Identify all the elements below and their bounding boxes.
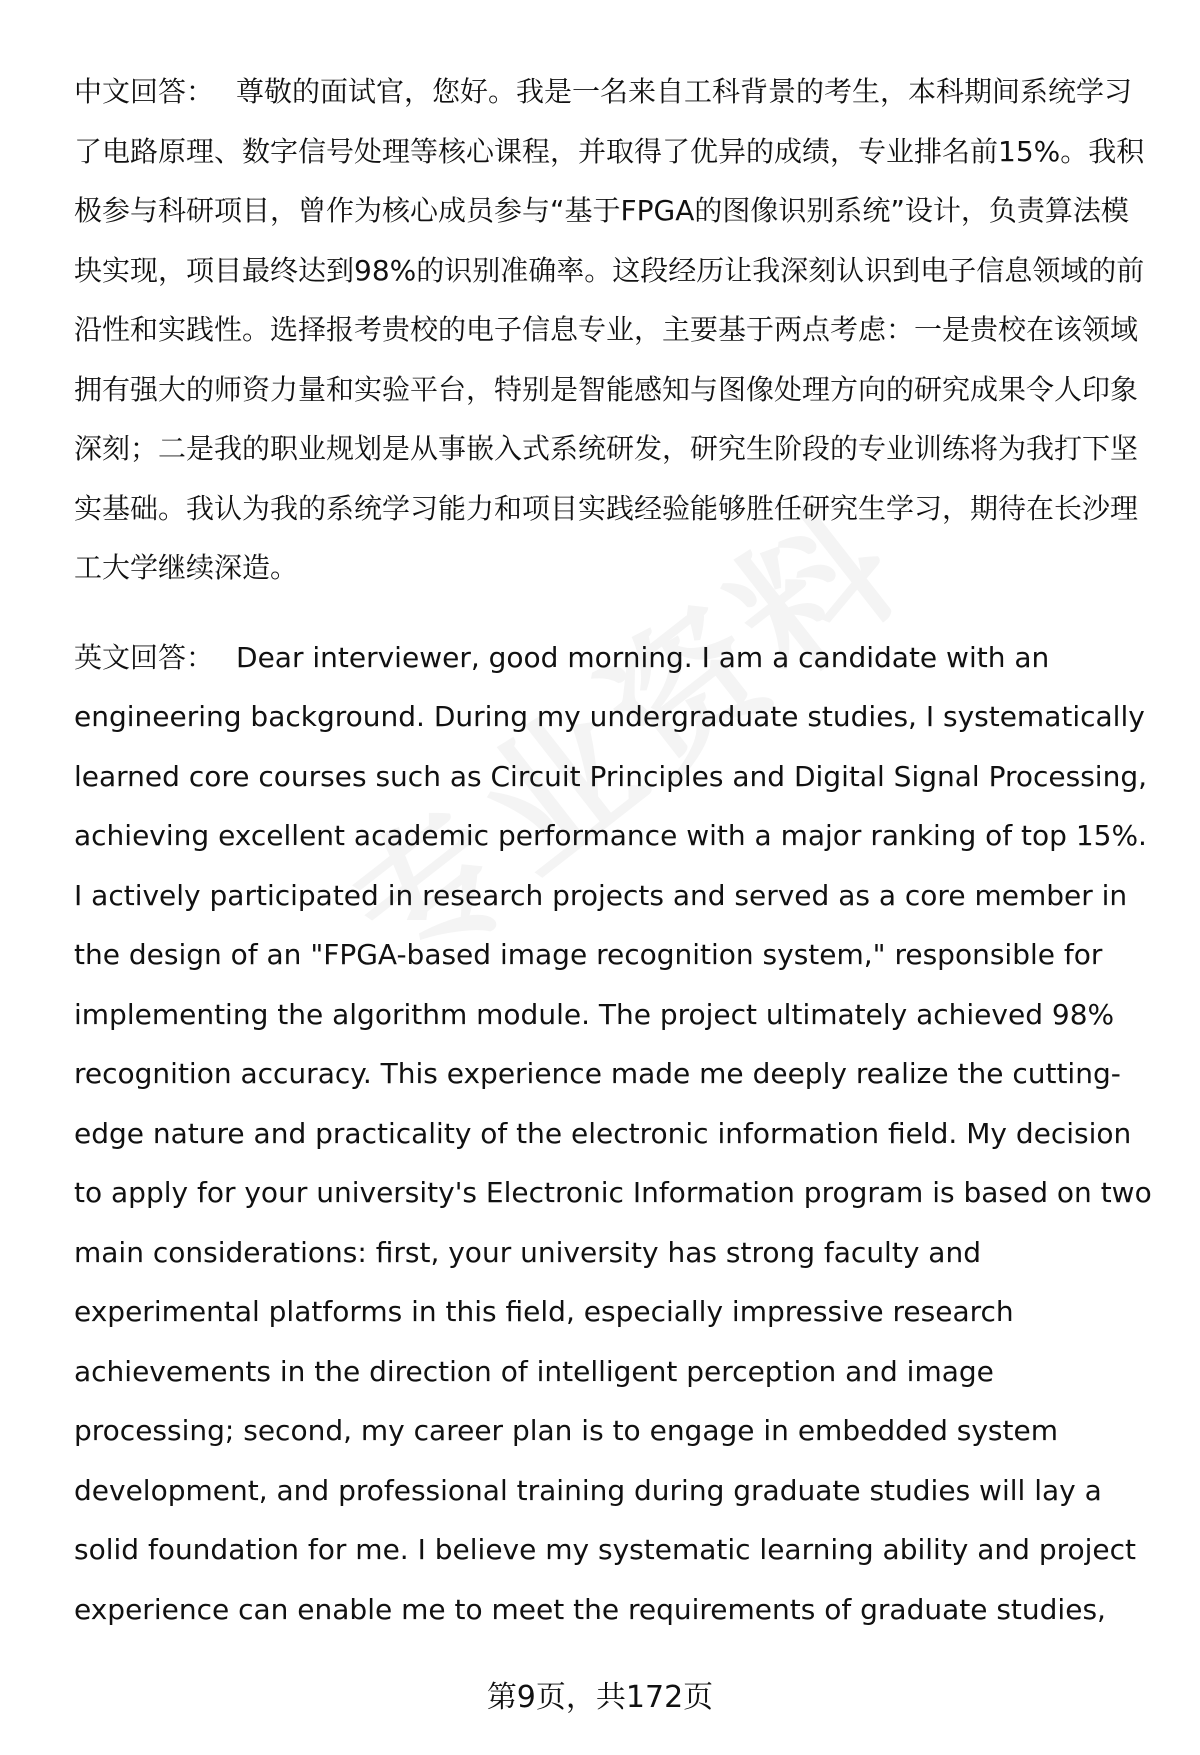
english-answer-text: Dear interviewer, good morning. I am a candidate with an engineering background. During my undergraduate studies, I systematically learned core courses such as Circuit Principles and Digital Signal Processing, achieving excellent academic performance with a major ranking of top 15%. I actively participated in research projects and served as a core member in the design of an "FPGA-based image recognition system," responsible for implementing the algorithm module. The project ultimately achieved 98% recognition accuracy. This experience made me deeply realize the cutting-edge nature and practicality of the electronic information field. My decision to apply for your university's Electronic Information program is based on two main considerations: first, your university has strong faculty and experimental platforms in this field, especially impressive research achievements in the direction of intelligent perception and image processing; second, my career plan is to engage in embedded system development, and professional training during graduate studies will lay a solid foundation for me. I believe my systematic learning ability and project experience can enable me to meet the requirements of graduate studies, bbox=[74, 640, 1152, 1626]
page-number-footer: 第9页，共172页 bbox=[486, 1680, 714, 1715]
document-body bbox=[74, 62, 1154, 1639]
chinese-answer-label: 中文回答： bbox=[74, 75, 215, 108]
chinese-answer-text: 尊敬的面试官，您好。我是一名来自工科背景的考生，本科期间系统学习了电路原理、数字信号处理等核心课程，并取得了优异的成绩，专业排名前15%。我积极参与科研项目，曾作为核心成员参与“基于FPGA的图像识别系统”设计，负责算法模块实现，项目最终达到98%的识别准确率。这段经历让我深刻认识到电子信息领域的前沿性和实践性。选择报考贵校的电子信息专业，主要基于两点考虑：一是贵校在该领域拥有强大的师资力量和实验平台，特别是智能感知与图像处理方向的研究成果令人印象深刻；二是我的职业规划是从事嵌入式系统研发，研究生阶段的专业训练将为我打下坚实基础。我认为我的系统学习能力和项目实践经验能够胜任研究生学习，期待在长沙理工大学继续深造。 bbox=[74, 75, 1145, 584]
english-answer-paragraph bbox=[74, 628, 1154, 1640]
english-answer-label: 英文回答： bbox=[74, 640, 215, 674]
chinese-answer-paragraph bbox=[74, 62, 1154, 598]
